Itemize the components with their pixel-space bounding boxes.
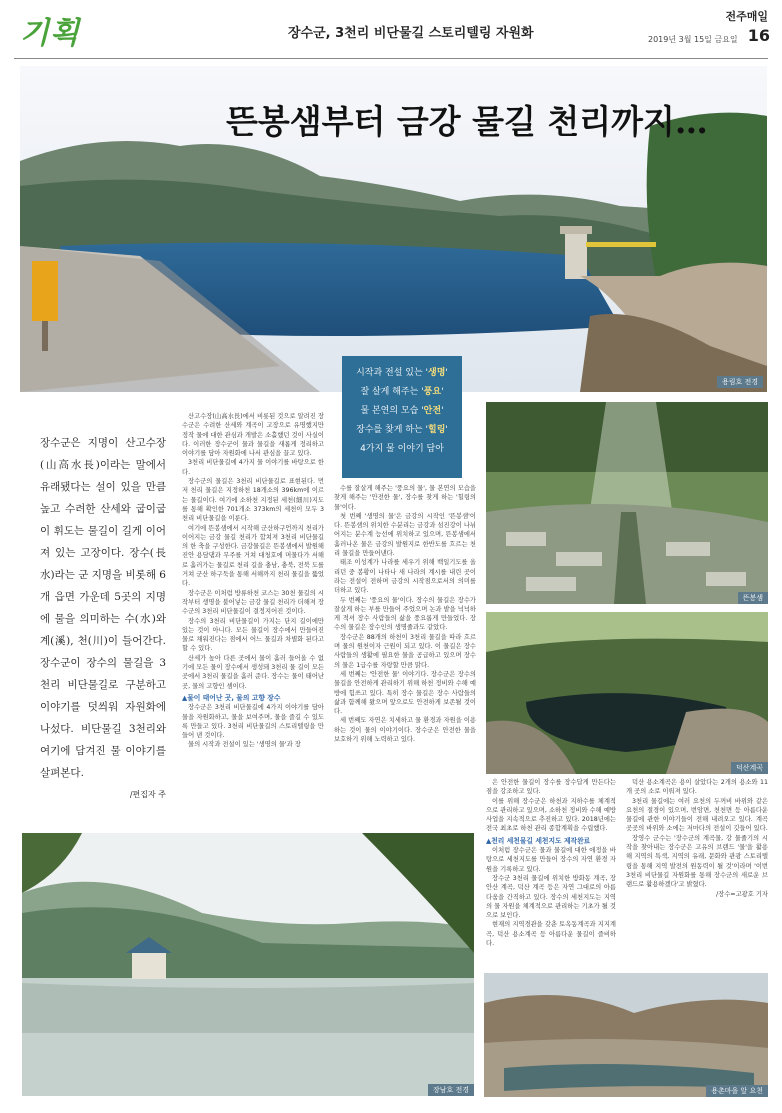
header-rule xyxy=(14,58,768,59)
photo-spring xyxy=(486,402,768,604)
article-title: 뜬봉샘부터 금강 물길 천리까지… xyxy=(226,102,708,141)
body-paragraph: 두 번째는 '풍요의 물'이다. 장수의 물길은 장수가 잘살게 하는 부를 만들어 주었으며 논과 밭을 넉넉하게 적셔 장수 사람들의 삶을 풍요롭게 만들었다. 장수의 물길은 장수인의 생명줄과도 같았다. xyxy=(334,596,476,632)
body-paragraph: 장수군은 3천리 비단물길에 4가지 이야기를 담아 물을 자원화하고, 물을 보여주며, 물을 즐길 수 있도록 만들고 있다. 3천리 비단물길의 스토리텔링을 만들어 낸 것이다. xyxy=(182,704,324,740)
pullquote-line: 장수를 찾게 하는 '힐링' xyxy=(356,425,448,435)
photo-caption: 장남호 전경 xyxy=(428,1084,474,1096)
page-number: 16 xyxy=(747,26,770,45)
body-paragraph: 장수군은 이처럼 방류하천 코스는 30천 물길의 시작부터 생명을 불어넣는 금강 물길 천리가 더해져 장수군의 3천리 비단물길이 결정지어진 것이다. xyxy=(182,589,324,616)
body-paragraph: 은 안전한 물길이 장수를 장수답게 만든다는 점을 강조하고 있다. xyxy=(486,779,616,796)
body-paragraph: 장수의 3천리 비단물길이 가지는 단지 길이에만 있는 것이 아니다. 모든 물길이 장수에서 만들어진 물로 채워진다는 점에서 어느 물길과 차별화 된다고 할 수 있다. xyxy=(182,617,324,653)
photo-valley xyxy=(486,612,768,774)
subheading: ▲천리 세천물길 세천지도 제작완료 xyxy=(486,836,591,845)
lead-paragraph xyxy=(40,432,166,806)
body-paragraph: 산세가 높아 다른 곳에서 물이 흘러 들어올 수 없기에 모든 물이 장수에서 생성돼 3천리 물 길이 모든 곳에서 3천리 물길을 흘러 준다. 장수는 물이 태어난 곳, 물의 고향인 셈이다. xyxy=(182,654,324,690)
body-paragraph: 현재의 지역경관을 갖춘 토옥동계곡과 지지계곡, 덕산 용소계곡 등 아름다운 물길이 즐비하다. xyxy=(486,921,616,948)
body-paragraph: 덕산 용소계곡은 용이 살았다는 2개의 용소와 11개 곳의 소로 이뤄져 있다. xyxy=(626,779,768,796)
body-paragraph: 태조 이성계가 나라를 세우기 위해 백일기도를 올리던 중 봉황이 나타나 새 나라의 계시를 내린 곳이라는 전설이 전하며 금강의 시작점으로서의 의미를 더하고 있다. xyxy=(334,559,476,595)
body-paragraph: 세 번째는 '안전한 물' 이야기다. 장수군은 장수의 물길을 안전하게 관리하기 위해 하천 정비와 수해 예방에 힘쓰고 있다. 특히 장수 물길은 장수 사람들의 삶과 함께해 왔으며 앞으로도 안전하게 보존될 것이다. xyxy=(334,670,476,716)
section-headline: 장수군, 3천리 비단물길 스토리텔링 자원화 xyxy=(288,26,534,41)
issue-date: 2019년 3월 15일 금요일 xyxy=(648,35,738,44)
photo-reservoir xyxy=(22,833,474,1096)
editor-note: /편집자 주 xyxy=(129,790,166,799)
pullquote-line: 시작과 전설 있는 '생명' xyxy=(356,368,448,378)
body-paragraph: 산고수장(山高水長)에서 비롯된 것으로 알려진 장수군은 수려한 산세와 계곡이 고장으로 유명했지만 정작 물에 대한 관심과 개발은 소홀했던 것이 사실이다. 이러한 장수군이 물과 물길을 새롭게 정리하고 이야기를 담아 자원화에 나서 관심을 끌고 있다. xyxy=(182,413,324,458)
body-column-4 xyxy=(626,778,768,899)
pullquote-box xyxy=(342,356,462,478)
photo-caption: 용촌마을 앞 요천 xyxy=(706,1085,768,1097)
subheading: ▲물이 태어난 곳, 물의 고향 장수 xyxy=(182,693,281,702)
body-paragraph: 세 번째도 자연은 치세하고 물 환경과 자원을 이용하는 것이 물의 이야기이다. 장수군은 안전한 물을 보호하기 위해 노력하고 있다. xyxy=(334,717,476,744)
body-paragraph: 첫 번째 '생명의 물'은 금강의 시작인 '뜬봉샘'이다. 뜬봉샘의 위치한 수분리는 금강과 섬진강이 나뉘어지는 분수계 능선에 위치하고 있으며, 뜬봉샘에서 흘러나온 물은 금강의 발원지로 한반도를 흐르는 천리 물길을 만들어낸다. xyxy=(334,512,476,558)
pullquote-line: 잘 살게 해주는 '풍요' xyxy=(360,387,444,397)
body-paragraph: 3천리 물길에는 여러 요천의 두꺼비 바위와 같은 요천의 절경이 있으며, 번암면, 천천면 등 아름다운 물길에 관한 이야기들이 전해 내려오고 있다. 계곡 곳곳의 바위와 소에는 저마다의 전설이 깃들어 있다. xyxy=(626,797,768,833)
body-paragraph: 이처럼 장수군은 물과 물길에 대한 애정을 바탕으로 세천지도를 만들어 장수의 자연 환경 자원을 기록하고 있다. xyxy=(486,847,616,873)
body-paragraph: 장수군 3천리 물길에 위치한 방화동 계곡, 장안산 계곡, 덕산 계곡 등은 자연 그대로의 아름다움을 간직하고 있다. 장수의 세천지도는 지역의 물 자원을 체계적으로 관리하는 기초가 될 것으로 보인다. xyxy=(486,874,616,920)
lead-text: 장수군은 지명이 산고수장(山高水長)이라는 말에서 유래됐다는 설이 있을 만큼 높고 수려한 산세와 굽이굽이 휘도는 물길이 길게 이어져 있는 고장이다. 장수(長水)라는 군 지명을 비롯해 6개 읍면 가운데 5곳의 지명에 물을 의미하는 수(水)와 계(溪), 천(川)이 들어간다. 장수군이 장수의 물길을 3천리 비단물길로 구분하고 이야기를 덧씌워 자원화에 나섰다. 비단물길 3천리와 여기에 담겨진 물 이야기를 살펴본다. xyxy=(40,437,166,779)
body-paragraph: 장영수 군수는 '장수군의 계곡물, 강 물줄기의 시작을 찾아내는 장수군은 고유의 브랜드 '물'을 활용해 지역의 특색, 지역의 유래, 문화와 관광 스토리텔링을 통해 지역 발전의 원동력이 될 것'이라며 '이번 3천리 비단물길 자원화를 통해 장수군의 새로운 브랜드로 활용하겠다'고 밝혔다. xyxy=(626,834,768,889)
hero-caption: 용림호 전경 xyxy=(717,376,763,388)
photo-stream xyxy=(484,973,768,1097)
body-paragraph: 물의 시작과 전설이 있는 '생명의 물'과 장 xyxy=(188,741,301,749)
photo-caption: 뜬봉샘 xyxy=(738,592,768,604)
section-kicker: 기획 xyxy=(20,16,80,51)
body-paragraph: 수를 잘살게 해주는 '풍요의 물', 물 본연의 모습을 찾게 해주는 '안전한 물', 장수를 찾게 하는 '힐링의 물'이다. xyxy=(334,485,476,511)
body-paragraph: 이를 위해 장수군은 하천과 지하수를 체계적으로 관리하고 있으며, 소하천 정비와 수해 예방 사업을 지속적으로 추진하고 있다. 2018년에는 전국 최초로 하천 관리 종합계획을 수립했다. xyxy=(486,797,616,833)
body-column-2 xyxy=(334,484,476,744)
body-paragraph: 장수군의 물길은 3천리 비단물길로 표현된다. 먼저 천리 물길은 지정하천 18개소의 396km에 이르는 물길이다. 여기에 소하천 지정된 세천(細川)지도를 통해 확인한 701개소 373km의 세천이 모두 3천리 비단물길을 이룬다. xyxy=(182,478,324,523)
body-paragraph: 3천리 비단물길에 4가지 물 이야기를 바탕으로 한다. xyxy=(182,459,324,476)
body-column-1 xyxy=(182,412,324,750)
pullquote-line: 4가지 물 이야기 담아 xyxy=(360,444,444,454)
pullquote-line: 물 본연의 모습 '안전' xyxy=(360,406,444,416)
reporter-byline: /장수=고광호 기자 xyxy=(716,890,768,898)
photo-caption: 덕산계곡 xyxy=(731,762,768,774)
body-paragraph: 여기에 뜬봉샘에서 시작해 군산하구언까지 천리가 이어지는 금강 물길 천리가 합쳐져 3천리 비단물길의 한 축을 구성한다. 금강물길은 뜬봉샘에서 발원해 진안 용담댐과 무주를 거쳐 대청호에 머물다가 서해로 흘러가는 물길로 천리 길을 충남, 충북, 전북 도를 거쳐 군산 하구둑을 통해 서해까지 천리 물길을 뚫었다. xyxy=(182,524,324,588)
newspaper-name: 전주매일 xyxy=(725,10,768,23)
body-paragraph: 장수군은 88개의 하천이 3천리 물길을 따라 흐르며 물의 원천이자 근원이 되고 있다. 이 물길은 장수 사람들의 생활에 필요한 물을 공급하고 있으며 장수의 물은 1급수를 자랑할 만큼 맑다. xyxy=(334,633,476,669)
body-column-3 xyxy=(486,778,616,948)
